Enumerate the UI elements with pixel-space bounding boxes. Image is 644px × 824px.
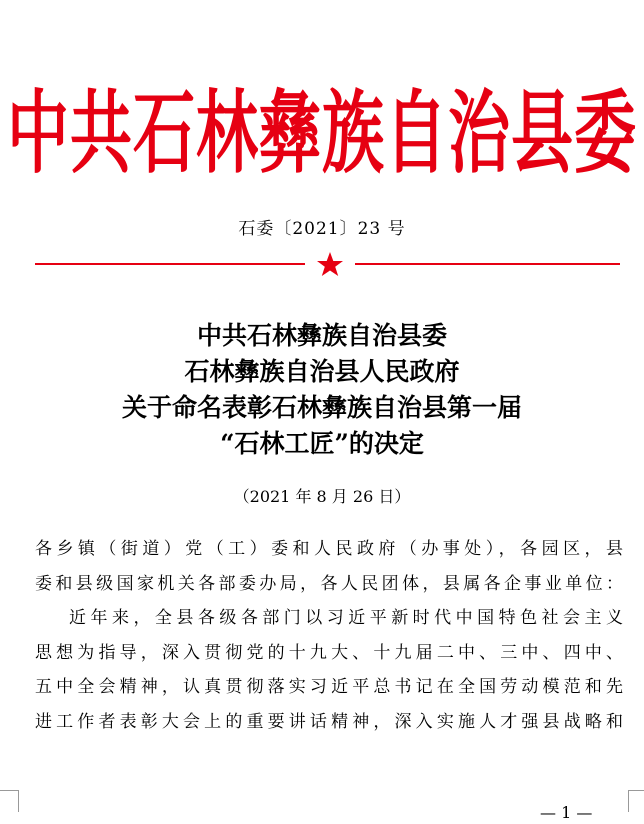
crop-mark-bottom-right (628, 790, 629, 812)
masthead (0, 70, 644, 186)
masthead-title: 中共石林彝族自治县委 (6, 79, 637, 186)
title-line: 中共石林彝族自治县委 (196, 321, 447, 350)
page-number: — 1 — (540, 803, 593, 822)
body-line: 进工作者表彰大会上的重要讲话精神，深入实施人才强县战略和 (35, 711, 623, 732)
document-body (35, 532, 623, 739)
body-line: 五中全会精神，认真贯彻落实习近平总书记在全国劳动模范和先 (35, 677, 623, 697)
red-star-icon (316, 251, 344, 277)
crop-mark-bottom-right-h (628, 790, 644, 791)
body-line: 各乡镇（街道）党（工）委和人民政府（办事处），各园区，县 (35, 539, 623, 559)
body-line: 思想为指导，深入贯彻党的十九大、十九届二中、三中、四中、 (35, 642, 623, 663)
document-number: 石委〔2021〕23 号 (238, 219, 406, 239)
crop-mark-bottom-left-h (0, 790, 19, 791)
title-line: 关于命名表彰石林彝族自治县第一届 (121, 393, 522, 422)
title-line: 石林彝族自治县人民政府 (184, 357, 460, 386)
crop-mark-bottom-left (18, 790, 19, 812)
title-line: “石林工匠”的决定 (220, 429, 424, 458)
document-date: （2021 年 8 月 26 日） (233, 487, 411, 506)
red-rule-left (35, 263, 305, 265)
document-title (0, 318, 644, 462)
body-line: 委和县级国家机关各部委办局，各人民团体，县属各企事业单位： (35, 573, 623, 594)
red-rule-right (355, 263, 620, 265)
body-line: 近年来，全县各级各部门以习近平新时代中国特色社会主义 (69, 608, 623, 628)
